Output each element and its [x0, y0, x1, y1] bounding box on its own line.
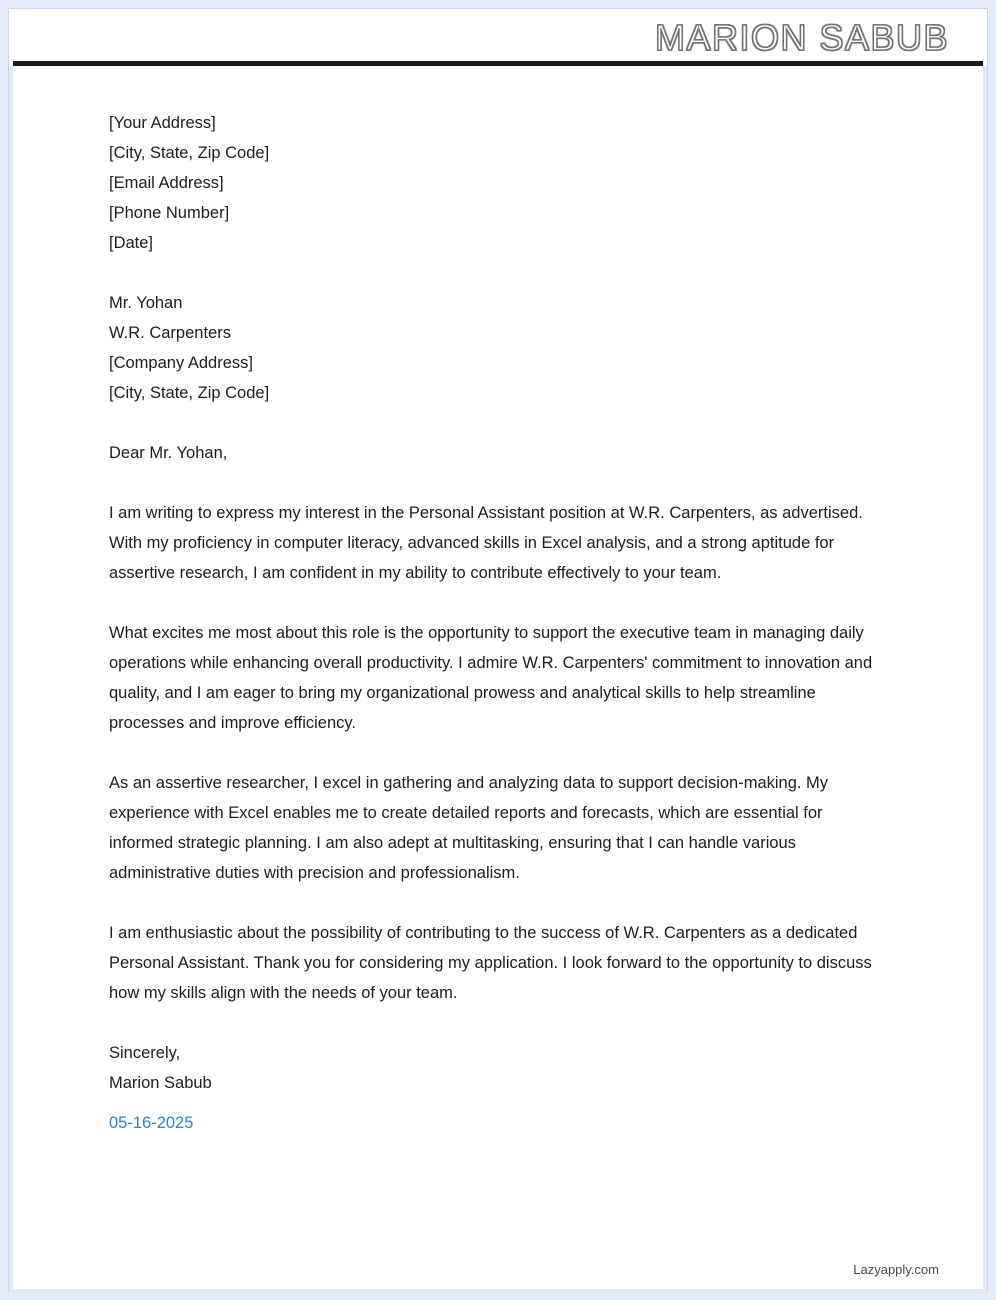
recipient-name-line: Mr. Yohan [109, 294, 183, 312]
letter-paragraph-3: As an assertive researcher, I excel in gathering and analyzing data to support decision-making. My experience with Excel enables me to create detailed reports and forecasts, which are essential for informed strategic planning. I am also adept at multitasking, ensuring that I can handle various administrative duties with precision and professionalism. [109, 774, 829, 882]
cover-letter-sheet [8, 8, 988, 1292]
sender-date-line: [Date] [109, 234, 154, 252]
recipient-address-line: [Company Address] [109, 354, 253, 372]
letterhead [9, 9, 987, 61]
recipient-address-block [109, 288, 891, 408]
page-title: MARION SABUB [654, 17, 949, 58]
salutation: Dear Mr. Yohan, [109, 444, 228, 462]
signature-name: Marion Sabub [109, 1074, 212, 1092]
letter-paragraph-1: I am writing to express my interest in the Personal Assistant position at W.R. Carpenters, as advertised. With my proficiency in computer literacy, advanced skills in Excel analysis, and a strong aptitude for assertive research, I am confident in my ability to contribute effectively to your team. [109, 504, 863, 582]
sender-city-line: [City, State, Zip Code] [109, 144, 270, 162]
letter-body-area [9, 66, 987, 1293]
letter-date: 05-16-2025 [109, 1114, 194, 1132]
sender-email-line: [Email Address] [109, 174, 224, 192]
sender-address-block [109, 108, 891, 258]
letter-paragraph-2: What excites me most about this role is the opportunity to support the executive team in managing daily operations while enhancing overall productivity. I admire W.R. Carpenters' commitment to innovation and quality, and I am eager to bring my organizational prowess and analytical skills to help streamline processes and improve efficiency. [109, 624, 873, 732]
signature-block [109, 1038, 891, 1138]
recipient-company-line: W.R. Carpenters [109, 324, 231, 342]
letter-paragraph-4: I am enthusiastic about the possibility of contributing to the success of W.R. Carpenters as a dedicated Personal Assistant. Thank you for considering my application. I look forward to the opportunity to discuss how my skills align with the needs of your team. [109, 924, 872, 1002]
recipient-city-line: [City, State, Zip Code] [109, 384, 270, 402]
letter-content [13, 66, 983, 1138]
brand-footer: Lazyapply.com [853, 1262, 939, 1277]
sender-phone-line: [Phone Number] [109, 204, 230, 222]
closing-line: Sincerely, [109, 1044, 181, 1062]
sender-address-line: [Your Address] [109, 114, 216, 132]
